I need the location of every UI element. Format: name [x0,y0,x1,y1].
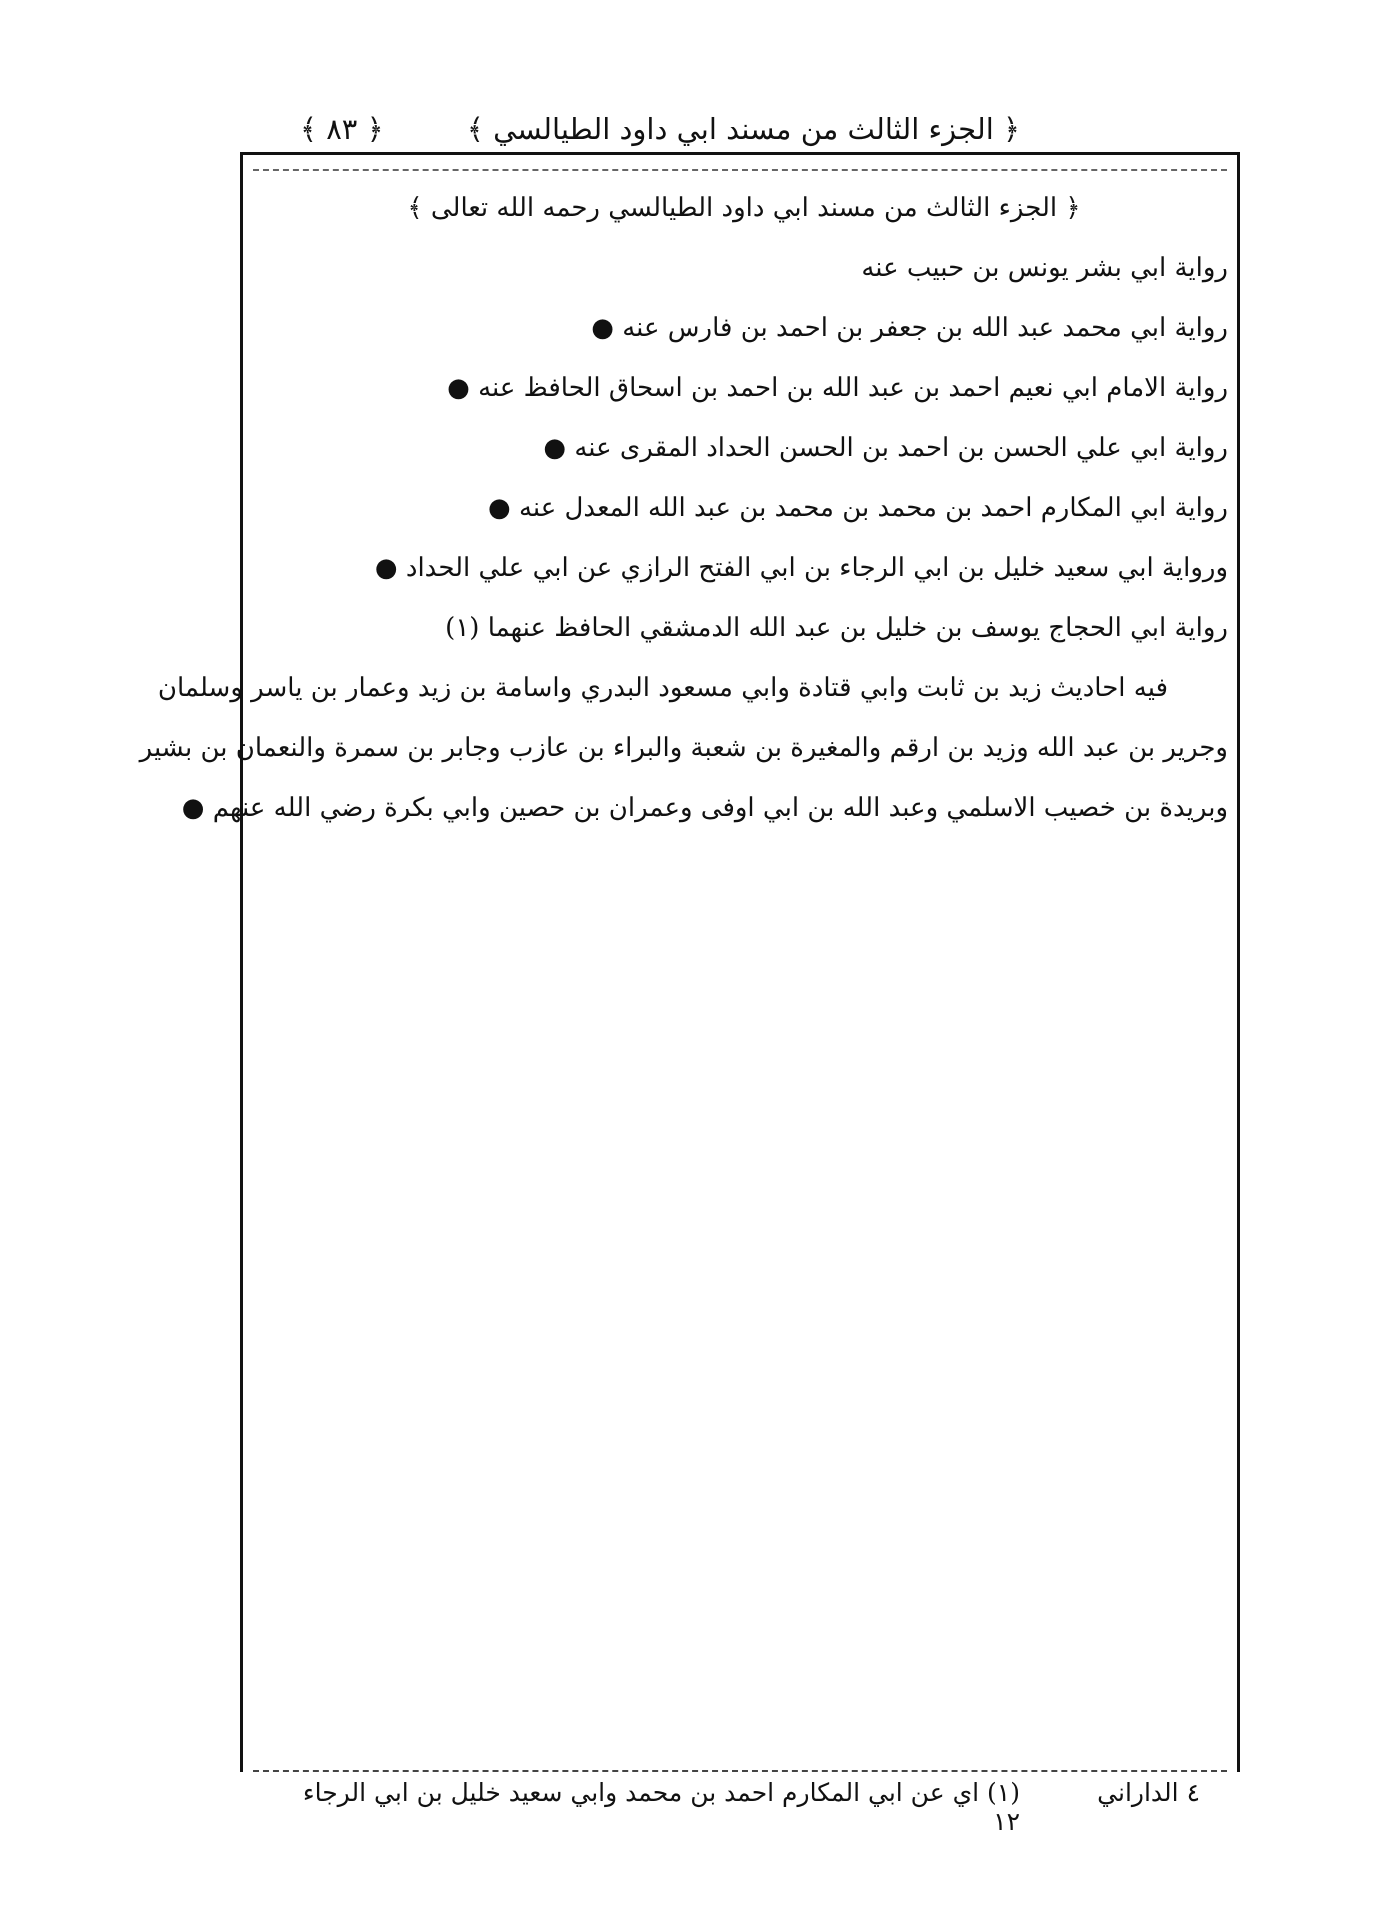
top-dashed-rule [253,169,1227,171]
text-line: ورواية ابي سعيد خليل بن ابي الرجاء بن ابي الفتح الرازي عن ابي علي الحداد ● [374,553,1228,583]
marginal-gloss: ٤ الداراني [1097,1778,1200,1807]
text-line: وجرير بن عبد الله وزيد بن ارقم والمغيرة بن شعبة والبراء بن عازب وجابر بن سمرة والنعمان بن بشير [139,733,1228,763]
main-text [139,178,1228,838]
page-header [300,108,1020,158]
text-line: فيه احاديث زيد بن ثابت وابي قتادة وابي مسعود البدري واسامة بن زيد وعمار بن ياسر وسلمان [157,673,1168,703]
page-number: ﴿ ٨٣ ﴾ [300,112,384,146]
text-line: رواية ابي بشر يونس بن حبيب عنه [861,253,1228,283]
text-line: رواية الامام ابي نعيم احمد بن عبد الله بن احمد بن اسحاق الحافظ عنه ● [447,373,1228,403]
page-footer [300,1778,1200,1836]
part-heading: ﴿ الجزء الثالث من مسند ابي داود الطيالسي رحمه الله تعالى ﴾ [407,193,1081,223]
text-line: رواية ابي الحجاج يوسف بن خليل بن عبد الله الدمشقي الحافظ عنهما (١) [445,613,1228,643]
text-line: وبريدة بن خصيب الاسلمي وعبد الله بن ابي اوفى وعمران بن حصين وابي بكرة رضي الله عنهم ● [181,793,1228,823]
text-line: رواية ابي محمد عبد الله بن جعفر بن احمد بن فارس عنه ● [591,313,1228,343]
text-line: رواية ابي علي الحسن بن احمد بن الحسن الحداد المقرى عنه ● [543,433,1228,463]
text-line: رواية ابي المكارم احمد بن محمد بن محمد بن عبد الله المعدل عنه ● [488,493,1228,523]
footnote: (١) اي عن ابي المكارم احمد بن محمد وابي سعيد خليل بن ابي الرجاء ١٢ [302,1778,1020,1836]
running-title: ﴿ الجزء الثالث من مسند ابي داود الطيالسي ﴾ [466,112,1020,146]
